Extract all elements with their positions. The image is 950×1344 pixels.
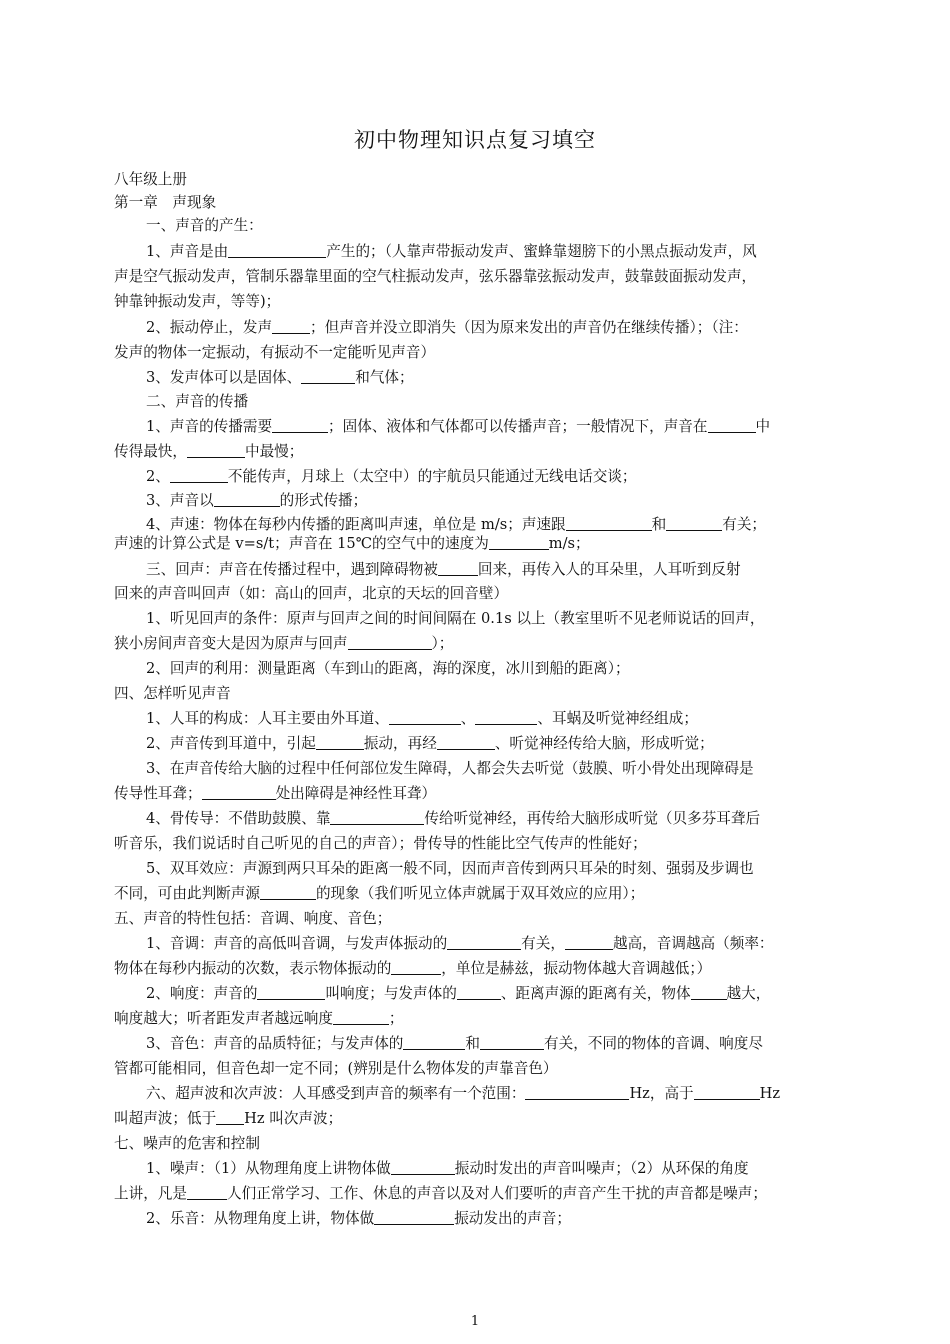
fill-blank[interactable] [260, 885, 316, 900]
text-segment: Hz，高于 [629, 1085, 694, 1102]
text-segment: 发声的物体一定振动，有振动不一定能听见声音） [114, 344, 436, 361]
fill-blank[interactable] [333, 1010, 389, 1025]
fill-blank[interactable] [691, 985, 727, 1000]
fill-blank[interactable] [475, 710, 537, 725]
text-segment: 物体在每秒内振动的次数，表示物体振动的 [114, 960, 392, 977]
text-segment: 管都可能相同，但音色却一定不同；(辨别是什么物体发的声靠音色） [114, 1060, 558, 1077]
text-segment: 、 [460, 710, 476, 727]
text-line [114, 1109, 342, 1129]
text-line [146, 417, 770, 437]
fill-blank[interactable] [272, 319, 310, 334]
fill-blank[interactable] [447, 935, 521, 950]
text-segment: 3、在声音传给大脑的过程中任何部位发生障碍，人都会失去听觉（鼓膜、听小骨处出现障碍是 [146, 760, 754, 777]
text-segment: 传给听觉神经，再传给大脑形成听觉（贝多芬耳聋后 [424, 810, 761, 827]
text-segment: 声速的计算公式是 v=s/t；声音在 15℃的空气中的速度为 [114, 535, 489, 552]
text-segment: 振动发出的声音； [454, 1210, 571, 1227]
fill-blank[interactable] [565, 935, 613, 950]
text-line [146, 318, 748, 338]
text-segment: 传得最快， [114, 443, 187, 460]
text-line [146, 216, 263, 236]
text-segment: 振动，再经 [363, 735, 437, 752]
text-line [114, 1009, 404, 1029]
text-segment: 回来，再传入人的耳朵里，人耳听到反射 [477, 561, 741, 578]
text-segment: 4、骨传导：不借助鼓膜、靠 [146, 810, 331, 827]
text-segment: 七、噪声的危害和控制 [114, 1135, 260, 1152]
fill-blank[interactable] [187, 1185, 227, 1200]
text-segment: Hz 叫次声波； [244, 1110, 343, 1127]
fill-blank[interactable] [403, 1035, 465, 1050]
text-segment: 1、声音的传播需要 [146, 418, 273, 435]
text-segment: 、距离声源的距离有关，物体 [500, 985, 691, 1002]
text-line [146, 242, 757, 262]
fill-blank[interactable] [330, 810, 424, 825]
text-segment: 、听觉神经传给大脑，形成听觉； [494, 735, 714, 752]
page-title: 初中物理知识点复习填空 [354, 128, 596, 152]
text-segment: 2、 [146, 468, 170, 485]
text-line [114, 784, 436, 804]
fill-blank[interactable] [457, 985, 501, 1000]
text-segment: 越大， [726, 985, 771, 1002]
text-segment: 的形式传播； [279, 492, 368, 509]
fill-blank[interactable] [666, 516, 722, 531]
text-line [146, 1034, 763, 1054]
text-line [146, 1159, 749, 1179]
text-segment: 4、声速：物体在每秒内传播的距离叫声速，单位是 m/s；声速跟 [146, 516, 566, 533]
fill-blank[interactable] [437, 735, 495, 750]
text-segment: 五、声音的特性包括：音调、响度、音色； [114, 910, 392, 927]
text-segment: 听音乐，我们说话时自己听见的自己的声音）；骨传导的性能比空气传声的性能好； [114, 835, 647, 852]
text-line [114, 343, 435, 363]
fill-blank[interactable] [708, 418, 756, 433]
text-segment: 2、声音传到耳道中，引起 [146, 735, 316, 752]
text-segment: 振动时发出的声音叫噪声；（2）从环保的角度 [454, 1160, 749, 1177]
text-segment: 2、响度：声音的 [146, 985, 258, 1002]
text-segment: 上讲，凡是 [114, 1185, 187, 1202]
text-line [114, 584, 508, 604]
text-line [114, 684, 231, 704]
text-line [146, 392, 248, 412]
text-segment: 产生的；（人靠声带振动发声、蜜蜂靠翅膀下的小黑点振动发声，风 [326, 243, 757, 260]
text-segment: 四、怎样听见声音 [114, 685, 231, 702]
fill-blank[interactable] [391, 1160, 455, 1175]
fill-blank[interactable] [216, 1110, 244, 1125]
text-segment: 、耳蜗及听觉神经组成； [537, 710, 698, 727]
fill-blank[interactable] [374, 1210, 454, 1225]
fill-blank[interactable] [214, 492, 280, 507]
text-segment: ； [388, 1010, 404, 1027]
text-segment: 六、超声波和次声波：人耳感受到声音的频率有一个范围： [146, 1085, 526, 1102]
text-segment: 的现象（我们听见立体声就属于双耳效应的应用）； [315, 885, 645, 902]
fill-blank[interactable] [316, 735, 364, 750]
fill-blank[interactable] [170, 468, 228, 483]
text-segment: 八年级上册 [114, 171, 187, 188]
text-segment: 声是空气振动发声，管制乐器靠里面的空气柱振动发声，弦乐器靠弦振动发声，鼓靠鼓面振动发声， [114, 268, 757, 285]
text-segment: ；但声音并没立即消失（因为原来发出的声音仍在继续传播）；（注： [310, 319, 748, 336]
fill-blank[interactable] [694, 1085, 760, 1100]
text-line [114, 884, 644, 904]
text-segment: 传导性耳聋； [114, 785, 202, 802]
text-line [146, 515, 766, 535]
fill-blank[interactable] [566, 516, 652, 531]
text-line [146, 734, 714, 754]
text-line [146, 759, 754, 779]
fill-blank[interactable] [525, 1085, 629, 1100]
text-line [146, 709, 698, 729]
fill-blank[interactable] [391, 960, 441, 975]
text-segment: 叫超声波；低于 [114, 1110, 217, 1127]
fill-blank[interactable] [389, 710, 461, 725]
text-segment: 有关，不同的物体的音调、响度尽 [544, 1035, 763, 1052]
fill-blank[interactable] [272, 418, 328, 433]
text-line [114, 292, 280, 312]
text-segment: 人们正常学习、工作、休息的声音以及对人们要听的声音产生干扰的声音都是噪声； [226, 1185, 767, 1202]
text-segment: 响度越大；听者距发声者越远响度 [114, 1010, 333, 1027]
text-segment: 3、声音以 [146, 492, 214, 509]
text-line [114, 1059, 558, 1079]
text-segment: 中 [755, 418, 771, 435]
text-segment: 3、发声体可以是固体、 [146, 369, 302, 386]
fill-blank[interactable] [257, 985, 325, 1000]
text-segment: 第一章 声现象 [114, 194, 217, 211]
text-segment: 和气体； [355, 369, 414, 386]
text-line [114, 1134, 260, 1154]
text-line [146, 1084, 780, 1104]
fill-blank[interactable] [202, 785, 276, 800]
fill-blank[interactable] [438, 561, 478, 576]
fill-blank[interactable] [348, 635, 432, 650]
text-line [114, 193, 216, 213]
text-segment: 2、回声的利用：测量距离（车到山的距离，海的深度，冰川到船的距离）； [146, 660, 630, 677]
text-segment: ）； [431, 635, 454, 652]
text-line [114, 534, 590, 554]
text-segment: 2、振动停止，发声 [146, 319, 273, 336]
text-line [114, 442, 303, 462]
text-line [114, 909, 391, 929]
text-line [146, 934, 774, 954]
text-line [146, 859, 754, 879]
text-segment: 处出障碍是神经性耳聋） [275, 785, 437, 802]
text-segment: ，单位是赫兹，振动物体越大音调越低；） [441, 960, 712, 977]
text-segment: 一、声音的产生： [146, 217, 263, 234]
fill-blank[interactable] [301, 369, 355, 384]
text-segment: 有关； [722, 516, 767, 533]
text-line [114, 1184, 767, 1204]
text-line [146, 491, 367, 511]
text-segment: 1、音调：声音的高低叫音调，与发声体振动的 [146, 935, 448, 952]
text-segment: 3、音色：声音的品质特征；与发声体的 [146, 1035, 404, 1052]
fill-blank[interactable] [228, 243, 326, 258]
text-line [146, 659, 630, 679]
text-line [146, 609, 764, 629]
text-segment: m/s； [548, 535, 590, 552]
text-segment: ；固体、液体和气体都可以传播声音；一般情况下，声音在 [328, 418, 708, 435]
text-segment: 越高，音调越高（频率： [612, 935, 774, 952]
fill-blank[interactable] [489, 535, 549, 550]
text-segment: 中最慢； [244, 443, 304, 460]
text-segment: 1、噪声：（1）从物理角度上讲物体做 [146, 1160, 391, 1177]
text-segment: 1、听见回声的条件：原声与回声之间的时间间隔在 0.1s 以上（教室里听不见老师说话的回声， [146, 610, 765, 627]
text-line [114, 959, 711, 979]
text-line [146, 1209, 571, 1229]
text-line [114, 634, 453, 654]
text-segment: Hz [759, 1085, 781, 1102]
text-line [146, 560, 741, 580]
text-segment: 二、声音的传播 [146, 393, 249, 410]
text-line [146, 368, 414, 388]
text-segment: 钟靠钟振动发声，等等)； [114, 293, 281, 310]
text-segment: 三、回声：声音在传播过程中，遇到障碍物被 [146, 561, 438, 578]
fill-blank[interactable] [187, 443, 245, 458]
text-line [114, 834, 647, 854]
text-segment: 叫响度；与发声体的 [325, 985, 457, 1002]
text-segment: 1、声音是由 [146, 243, 229, 260]
text-segment: 狭小房间声音变大是因为原声与回声 [114, 635, 348, 652]
text-segment: 不同，可由此判断声源 [114, 885, 260, 902]
text-line [146, 467, 637, 487]
text-segment: 有关， [521, 935, 565, 952]
fill-blank[interactable] [480, 1035, 544, 1050]
text-line [146, 984, 770, 1004]
text-line [114, 170, 187, 190]
text-segment: 回来的声音叫回声（如：高山的回声，北京的天坛的回音壁） [114, 585, 509, 602]
text-segment: 和 [651, 516, 667, 533]
text-segment: 和 [465, 1035, 480, 1052]
text-segment: 1、人耳的构成：人耳主要由外耳道、 [146, 710, 389, 727]
page-number: 1 [470, 1314, 480, 1329]
text-line [114, 267, 756, 287]
text-segment: 2、乐音：从物理角度上讲，物体做 [146, 1210, 375, 1227]
text-line [146, 809, 760, 829]
text-segment: 5、双耳效应：声源到两只耳朵的距离一般不同，因而声音传到两只耳朵的时刻、强弱及步调也 [146, 860, 754, 877]
text-segment: 不能传声，月球上（太空中）的宇航员只能通过无线电话交谈； [227, 468, 637, 485]
